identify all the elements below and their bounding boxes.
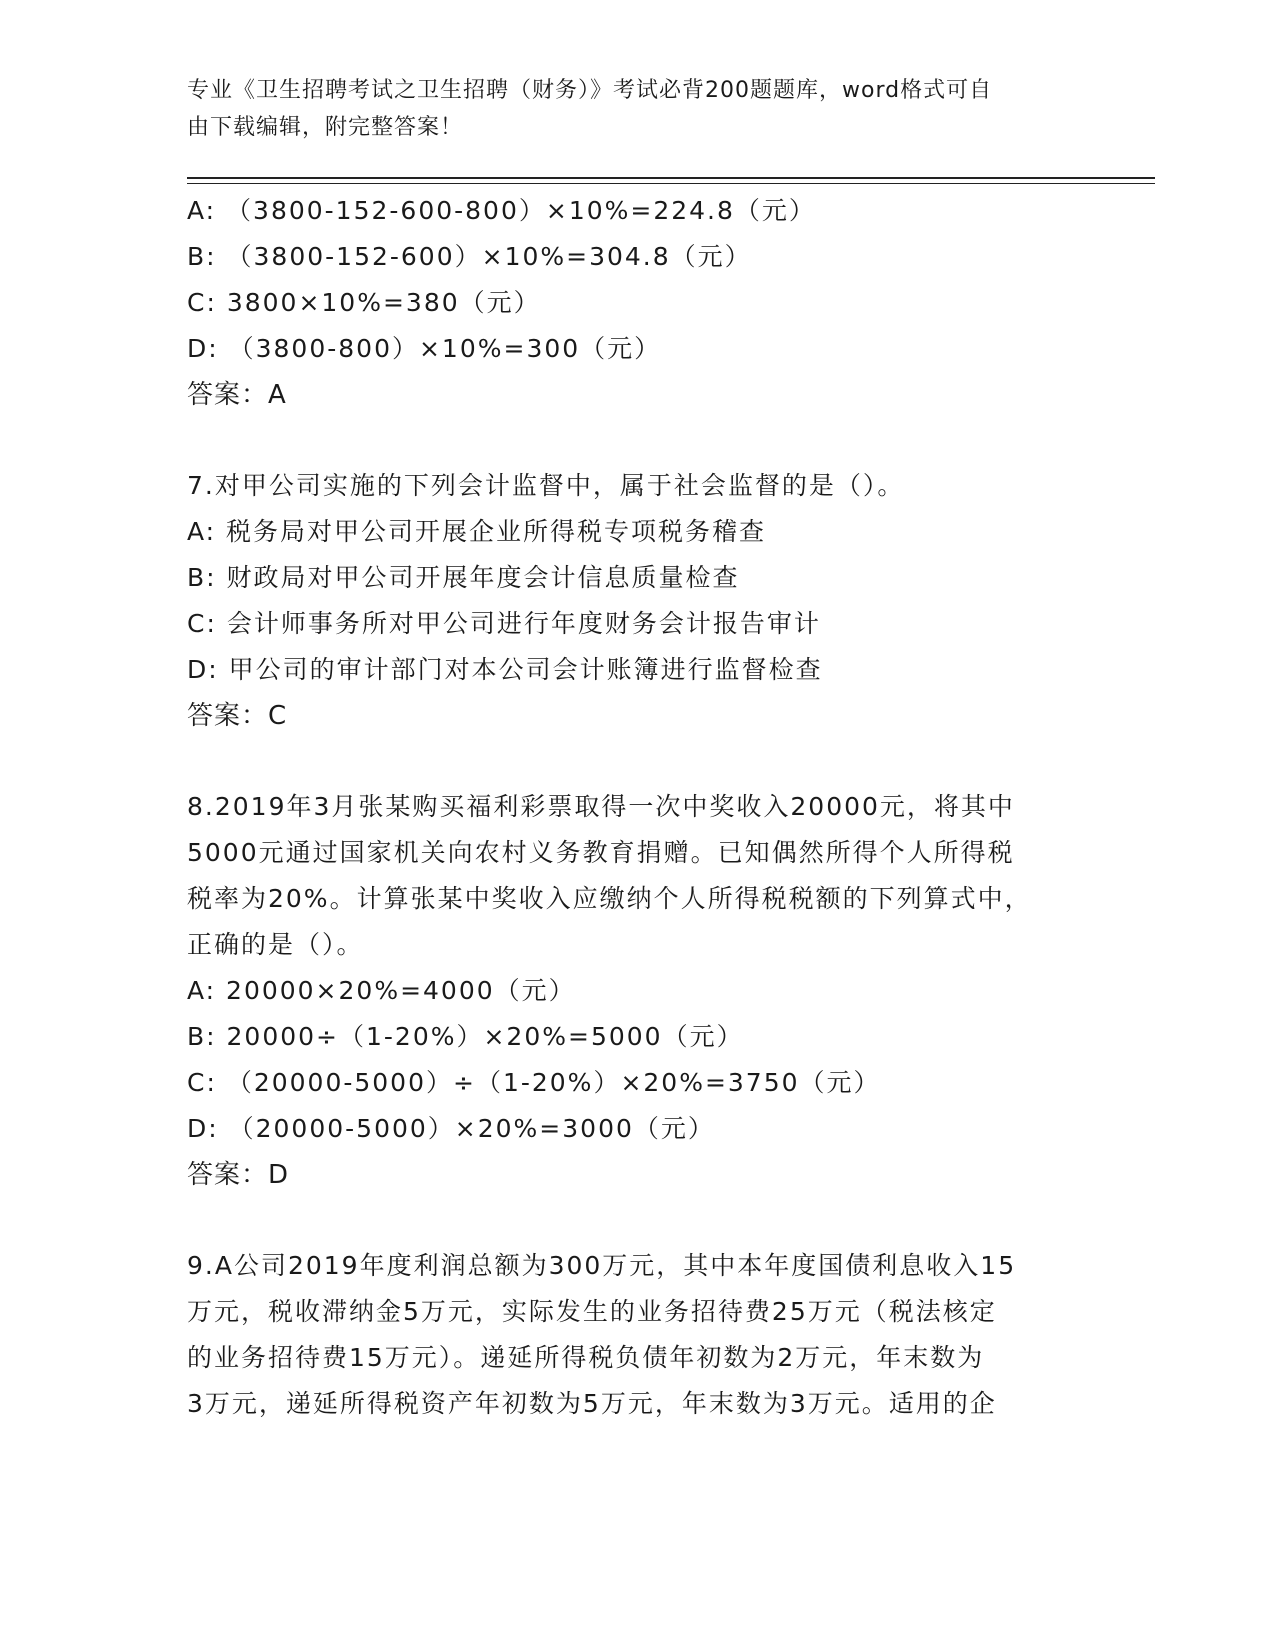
question-text-line-4: 正确的是（）。 xyxy=(187,930,364,959)
question-7 xyxy=(187,463,1087,739)
question-text-line-4: 3万元，递延所得税资产年初数为5万元，年末数为3万元。适用的企 xyxy=(187,1389,997,1418)
question-8 xyxy=(187,784,1087,1198)
header-line-2: 由下载编辑，附完整答案！ xyxy=(187,115,464,140)
question-6 xyxy=(187,188,1087,418)
header-divider-thin xyxy=(187,183,1155,184)
header-divider-thick xyxy=(187,177,1155,179)
question-text-line-1: 9.A公司2019年度利润总额为300万元，其中本年度国债利息收入15 xyxy=(187,1251,1017,1280)
answer: 答案：D xyxy=(187,1160,290,1190)
option-c: C: （20000-5000）÷（1-20%）×20%=3750（元） xyxy=(187,1068,881,1097)
question-text-line-3: 的业务招待费15万元）。递延所得税负债年初数为2万元，年末数为 xyxy=(187,1343,985,1372)
option-d: D: （20000-5000）×20%=3000（元） xyxy=(187,1114,715,1143)
option-d: D: （3800-800）×10%=300（元） xyxy=(187,334,662,363)
option-c: C: 3800×10%=380（元） xyxy=(187,288,541,317)
question-text-line-2: 万元，税收滞纳金5万元，实际发生的业务招待费25万元（税法核定 xyxy=(187,1297,997,1326)
option-d: D: 甲公司的审计部门对本公司会计账簿进行监督检查 xyxy=(187,655,823,684)
spacer xyxy=(187,1198,1087,1243)
option-b: B: 财政局对甲公司开展年度会计信息质量检查 xyxy=(187,563,740,592)
option-a: A: 20000×20%=4000（元） xyxy=(187,976,576,1005)
question-text-line-1: 8.2019年3月张某购买福利彩票取得一次中奖收入20000元，将其中 xyxy=(187,792,1015,821)
answer: 答案：A xyxy=(187,380,287,410)
option-b: B: 20000÷（1-20%）×20%=5000（元） xyxy=(187,1022,744,1051)
spacer xyxy=(187,418,1087,463)
option-a: A: 税务局对甲公司开展企业所得税专项税务稽查 xyxy=(187,517,767,546)
document-body xyxy=(187,188,1087,1427)
question-text-line-2: 5000元通过国家机关向农村义务教育捐赠。已知偶然所得个人所得税 xyxy=(187,838,1015,867)
option-c: C: 会计师事务所对甲公司进行年度财务会计报告审计 xyxy=(187,609,821,638)
document-header xyxy=(187,72,1067,146)
answer: 答案：C xyxy=(187,701,288,731)
option-b: B: （3800-152-600）×10%=304.8（元） xyxy=(187,242,752,271)
question-text-line-3: 税率为20%。计算张某中奖收入应缴纳个人所得税税额的下列算式中， xyxy=(187,884,1032,913)
spacer xyxy=(187,739,1087,784)
question-text: 7.对甲公司实施的下列会计监督中，属于社会监督的是（）。 xyxy=(187,471,905,500)
option-a: A: （3800-152-600-800）×10%=224.8（元） xyxy=(187,196,816,225)
header-line-1: 专业《卫生招聘考试之卫生招聘（财务）》考试必背200题题库，word格式可自 xyxy=(187,78,993,103)
question-9 xyxy=(187,1243,1087,1427)
